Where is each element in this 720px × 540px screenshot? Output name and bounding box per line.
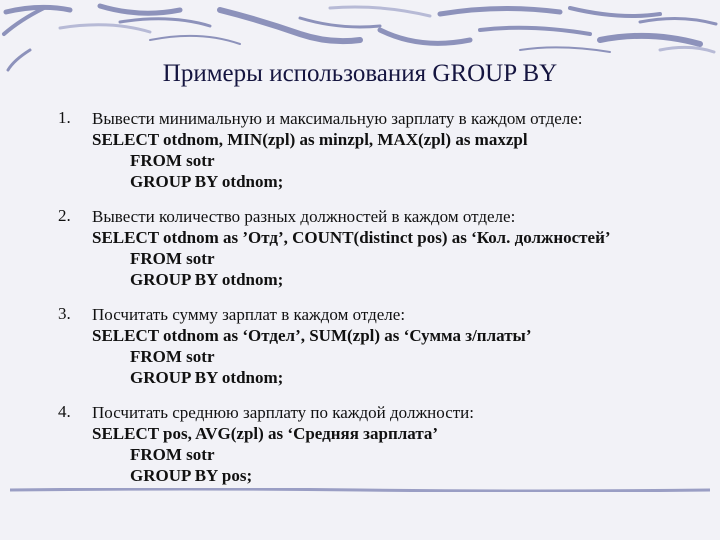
item-description: Посчитать сумму зарплат в каждом отделе: xyxy=(92,305,406,324)
item-description: Вывести количество разных должностей в каждом отделе: xyxy=(92,207,516,226)
bottom-brush-line xyxy=(10,488,710,492)
sql-group-line: GROUP BY otdnom; xyxy=(130,172,284,191)
sql-group-line: GROUP BY otdnom; xyxy=(130,368,284,387)
list-item xyxy=(58,206,698,290)
item-number: 2. xyxy=(58,206,71,225)
sql-group-line: GROUP BY otdnom; xyxy=(130,270,284,289)
sql-from-line: FROM sotr xyxy=(130,347,215,366)
sql-from-line: FROM sotr xyxy=(130,151,215,170)
sql-group-line: GROUP BY pos; xyxy=(130,466,253,485)
sql-select-line: SELECT otdnom as ‘Отдел’, SUM(zpl) as ‘Сумма з/платы’ xyxy=(92,326,532,345)
examples-list xyxy=(58,108,698,500)
list-item xyxy=(58,108,698,192)
sql-from-line: FROM sotr xyxy=(130,445,215,464)
list-item xyxy=(58,402,698,486)
list-item xyxy=(58,304,698,388)
item-description: Посчитать среднюю зарплату по каждой должности: xyxy=(92,403,475,422)
item-number: 1. xyxy=(58,108,71,127)
item-description: Вывести минимальную и максимальную зарплату в каждом отделе: xyxy=(92,109,583,128)
sql-select-line: SELECT otdnom as ’Отд’, COUNT(distinct pos) as ‘Кол. должностей’ xyxy=(92,228,611,247)
sql-from-line: FROM sotr xyxy=(130,249,215,268)
page-title: Примеры использования GROUP BY xyxy=(162,60,558,87)
item-number: 3. xyxy=(58,304,71,323)
sql-select-line: SELECT pos, AVG(zpl) as ‘Средняя зарплата’ xyxy=(92,424,439,443)
sql-select-line: SELECT otdnom, MIN(zpl) as minzpl, MAX(zpl) as maxzpl xyxy=(92,130,528,149)
item-number: 4. xyxy=(58,402,71,421)
